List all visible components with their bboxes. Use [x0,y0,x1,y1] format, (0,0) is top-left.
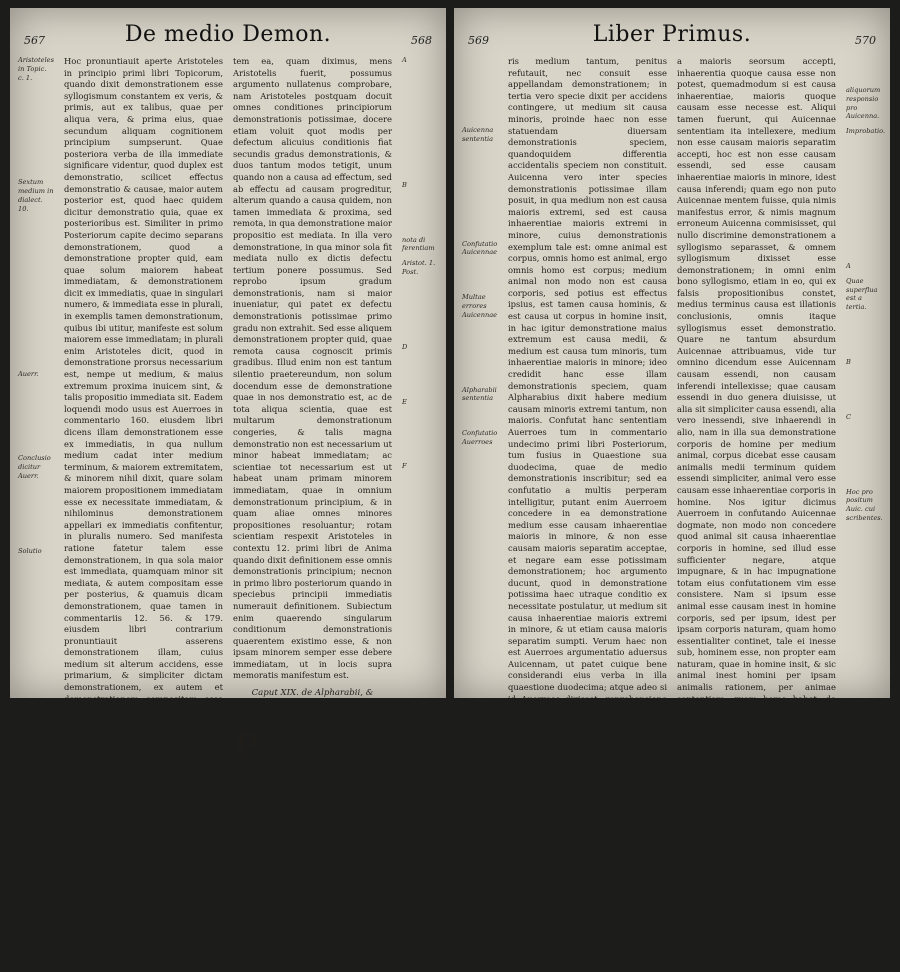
margin-key-letter: E [402,397,407,406]
margin-note: Auerr. [18,369,39,378]
right-inner-margin-notes [462,56,498,688]
margin-note: nota di ferentiam [402,235,435,253]
margin-key-letter: A [402,56,407,64]
margin-key-letter: B [402,180,407,189]
left-page-number-b: 568 [411,34,432,47]
body-text: Hoc pronuntiauit aperte Aristoteles in principio primi libri Topicorum, quando dixit demonstrationem esse syllogismum constantem ex veris, & primis, aut ex talibus, quae per aliqua vera, & prima eius, quae secundum aliquam cognitionem principium sumpserunt. Quae posteriora verba de illa immediate significare videntur, quod duplex est demonstratio, scilicet effectus demonstratio & causae, maior autem posterior est, quod haec quidem dicitur demonstratio quia, quae ex posterioribus est. Similiter in primo Posteriorum capite decimo separans demonstrationem, quod a demonstratione propter quid, eam quae solum maiorem habeat immediatam, & demonstrationem dicit ex immediatis, quae in singulari numero, & immediata esse in plurali, in exemplis tamen demonstrationum, quibus ibi utitur, manifeste est solum maiorem esse immediatam; in plurali enim Aristoteles dicit, quod in demonstratione prorsus necessarium est, nempe ut medium, & maius extremum proxima inuicem sint, & talis propositio immediata sit. Eadem loquendi modo usus est Auerroes in commentario 160. eiusdem libri dicens illam demonstrationem esse ex immediatis, in qua nullum medium cadat inter medium terminum, & maiorem extremitatem, & minorem nihil dixit, quare solam maiorem propositionem immediatam esse ex necessitate immediatam, & nihilominus demonstrationem appellari ex immediatis confitentur, in pluralis numero. Sed manifesta ratione fatetur talem esse demonstrationem, in qua sola maior est immediata, quamquam minor sit mediata, & autem compositam esse per posterius, & quamuis dicam demonstrationem, quae tamen in commentariis 12. 56. & 179. eiusdem libri contrarium pronuntiauit asserens demonstrationem illam, cuius medium sit alterum accidens, esse primarium, & simpliciter dictam demonstrationem, ex autem et demonstrationem compositam esse per posterius, & quaedam. [64,56,223,716]
book-spread [10,8,890,971]
right-outer-margin-notes [846,56,886,688]
left-outer-margin-notes [18,56,54,688]
margin-note: Aristoteles in Topic. c. 1. [18,56,54,82]
drop-cap-initial: P [233,725,259,766]
body-text: ris medium tantum, penitus refutauit, nec consuit esse appellandam demonstrationem; in tertia vero specie dixit per accidens contingere, ut medium sit causa minoris, proinde haec non esse statuendam diuersam demonstrationis speciem, quandoquidem differentia accidentalis speciem non constituit. Auicenna vero inter species demonstrationis potissimae illam posuit, in qua medium non est causa maioris extremi, sed est causa inhaerentiae maioris extremi in minore, cuius demonstrationis exemplum tale est: omne animal est corpus, omnis homo est animal, ergo omnis homo est corpus; medium animal non modo non est causa corporis, sed potius est effectus ipsius, est tamen causa hominis, & est causa ut corpus in homine insit, in hac igitur demonstratione maius extremum est causa medii, & medium est causa tum minoris, tum inhaerentiae maioris in minore; ideo credidit hanc esse illam demonstrationis speciem, quam Alpharabius dixit habere medium causam minoris extremi tantum, non maioris. Confutat hanc sententiam Auerroes tum in commentario undecimo primi libri Posteriorum, tum fusius in Quaestione sua duodecima, quae de medio demonstrationis inscribitur; sed ea confutatio a multis perperam intelligitur, putant enim Auerroem concedere in ea demonstratione medium esse causam inhaerentiae maioris in minore, & non esse causam maioris separatim acceptae, et negare eam esse potissimam demonstrationem; hoc argumento ducunt, quod in demonstratione potissima haec utraque conditio ex necessitate postulatur, ut medium sit causa inhaerentiae maioris extremi in minore, & ut etiam causa maioris separatim sumpti. Verum haec non est Auerroes argumentatio aduersus Auicennam, ut patet cuique bene considerandi eius verba in illa quaestione duodecima; atque adeo si id Auerroes dixisset, reprehensione dignus fuisset, sicut illi reprehendendi sunt, qui eo argumento contra Auicennam utuntur, non enim esse duas conditiones demonstrationis sed unam tantum. Nam ut medium sit causa maioris extremi, alteram ut sit causa inhaerentiae maioris in minore, proptera quod haec non duae conditiones sunt, sed una, quia accidentis esse inest quod sit causa eius, et si enim ipsa non est causa alicuius rei, sed ea solum existentia causae in eo sunt, ita in aliis omnibus rebus, quae sicut in esse inest, quod sit causa eius; quod etiam in accidentibus, quod sit causa eius existentiae, quod est quod principia utriusque etc. Nullo igitur pacto illud Auicennae dictum admittere debemus, quod medium sit causa minoris, sit tamen causa ut maius insit in minore. [508,56,667,971]
left-page-columns [18,56,438,913]
body-text: a maioris seorsum accepti, inhaerentia quoque causa esse non potest, quemadmodum si est causa inhaerentiae, maioris quoque causam esse necesse est. Aliqui tamen fuerunt, qui Auicennae sententiam ita intellexere, medium non esse causam maioris separatim accepti, hoc est non esse causam essendi, sed esse causam inhaerentiae maioris in minore, idest causa inferendi; quam ego non puto Auicennae mentem fuisse, quia nimis manifestus error, & nimis magnum erroneum Auicenna commisisset, qui nullo discrimine demonstrationem a syllogismo separasset, & omnem syllogismum dixisset esse demonstrationem; in omni enim bono syllogismo, etiam in eo, qui ex falsis propositionibus constet, medius terminus causa est illationis conclusionis, omnis itaque syllogismus esset demonstratio. Quare ne tantum absurdum Auicennae attribuamus, vide tur omnino dicendum esse Auicennam causam essendi, non causam inferendi intellexisse; quae causam essendi in duo genera diuisisse, ut alia sit simpliciter causa essendi, alia vero inessendi, sive inhaerendi in alio, nam in illa sua demonstratione corporis de homine per medium animal, corpus dicebat esse causam animalis medii terminum quidem essendi simpliciter, animal vero esse causam esse inhaerentiae corporis in homine. Nos igitur dicimus Auerroem in confutando Auicennae dogmate, non modo non concedere quod animal sit causa inhaerentiae corporis in homine, sed illud esse sufficienter negare, atque impugnare, & in hac impugnatione totam eius confutationem vim esse consistere. Nam si ipsum esse animal esse causam inest in homine corporis, sed per ipsum, idest per ipsam corporis naturam, quam homo essentialiter continet, tale ei inesse sub, hominem esse, non propter eam naturam, quae in homine insit, & sic animal inest homini per ipsam animalis rationem, per animae sententiam, quam homo habet, de quo in commentario 95. primi libri posteriorum. Sed igitur omnes propositiones sunt immediatae, & indemonstrabiles, homo est corpus, homo est animal, & homo est animal, & omne corpus est animal; sicut ergo probatio homo est corpus, per aliquod medium demonstrari potest, non est per medium ut animal, sed animal per ipsam naturam & principia, ut in altrice anima consi- [677,56,836,832]
margin-note: Improbatio. [846,127,886,136]
right-page-columns [462,56,886,971]
margin-note: Alpharabii sententia [462,385,497,403]
left-column-2 [233,56,392,913]
margin-note: Sextum medium in dialect. 10. [18,178,54,213]
left-page [10,8,446,913]
left-column-1 [64,56,223,716]
margin-note: Confutatio Auicennae [462,239,498,257]
chapter-heading: Caput XIX. de Alpharabii, & Auicennae sententiis, & ipsarum confutatione. [241,688,384,722]
right-page-number-a: 569 [468,34,489,47]
margin-note: Aristot. 1. Post. [402,259,436,276]
margin-key-letter: B [846,357,851,366]
left-inner-margin-notes [402,56,438,688]
margin-key-letter: A [846,261,851,270]
right-column-1 [508,56,667,971]
right-running-head: Liber Primus. [592,22,752,47]
margin-note: Auicenna sententia [462,126,494,143]
margin-note: Multae errores Auicennae [462,293,498,319]
left-running-head: De medio Demon. [124,22,332,47]
right-page-number-b: 570 [855,34,876,47]
body-text: tem ea, quam diximus, mens Aristotelis fuerit, possumus argumento nullatenus comprobare, nam Aristoteles postquam docuit omnes conditiones principiorum demonstrationis potissimae, docere etiam voluit quot modis per defectum alicuius conditionis fiat secundis gradus demonstrationis, & duos tantum modos tetigit, unum quando non a causa ad effectum, sed ab effectu ad causam progreditur, alterum quando a causa quidem, non tamen immediata & proxima, sed remota, in qua demonstratione maior propositio est mediata. In illa vero demonstratione, in qua minor sola fit mediata nullo ex dictis defectu tertium ponere possumus. Sed reprobo ipsum gradum demonstrationis, nam si maior inueniatur, qui patet ex defectu demonstrationis potissimae primo gradu non extrahit. Sed esse aliquem demonstrationem propter quid, quae remota causa cognoscit primis gradibus. Illud enim non est tantum silentio praetereundum, non solum docendum esse de demonstratione quae in nos demonstratio est, ac de tota aliqua scientia, quae est multarum demonstrationum congeries, & talis magna demonstratio non est necessarium ut minor habeat immediatam; ac scientiae tot necessarium est ut habeat unam primam minorem immediatam, quae in omnium demonstrationum principium, & in quam aliae omnes minores propositiones resoluantur; rotam scientiam respexit Aristoteles in contextu 12. primi libri de Anima quando dixit definitionem esse omnis demonstrationis principium; necnon in primo libro posteriorum quando in speciebus principii immediatis numerauit definitionem. Subiectum enim quaerendo singularum conditionum demonstrationis quaerentem existimo esse, & non ipsam minorem semper esse debere immediatam, ut in locis supra memoratis manifestum est. [233,56,392,681]
left-page-number-a: 567 [24,34,45,47]
chapter-body: P Propterea reiicit Auerroes sententiam Alpharabii, & sententiam Auicennae, nam Alpharabius dixit tres esse species demonstrationis potissimae, unam, in qua medium est causa maioris extremi tantum; aliam, in qua minoris tantum, & aliam, in qua utriusque. Auerroes autem ab Aristotele dogmate non recedens eam solam conditionem ut potissimae demonstrationi necessariam recepit, quod medium sit causa maioris extremi, et. ut sicut illam, in qua medium non est causa maioris, sed mino- [233,725,392,913]
margin-key-letter: D [402,342,408,351]
margin-note: Conclusio dicitur Auerr. [18,454,51,480]
margin-key-letter: C [846,412,852,421]
margin-note: Solutio [18,546,42,555]
margin-key-letter: F [402,462,407,471]
right-column-2 [677,56,836,832]
margin-note: aliquorum responsio pro Auicenna. [846,86,881,121]
margin-note: Hoc pro positum Auic. cui scribentes. [846,487,883,522]
margin-note: Quae superflua est a tertia. [846,276,878,312]
margin-note: Confutatio Auerroes [462,429,498,446]
right-page [454,8,890,971]
